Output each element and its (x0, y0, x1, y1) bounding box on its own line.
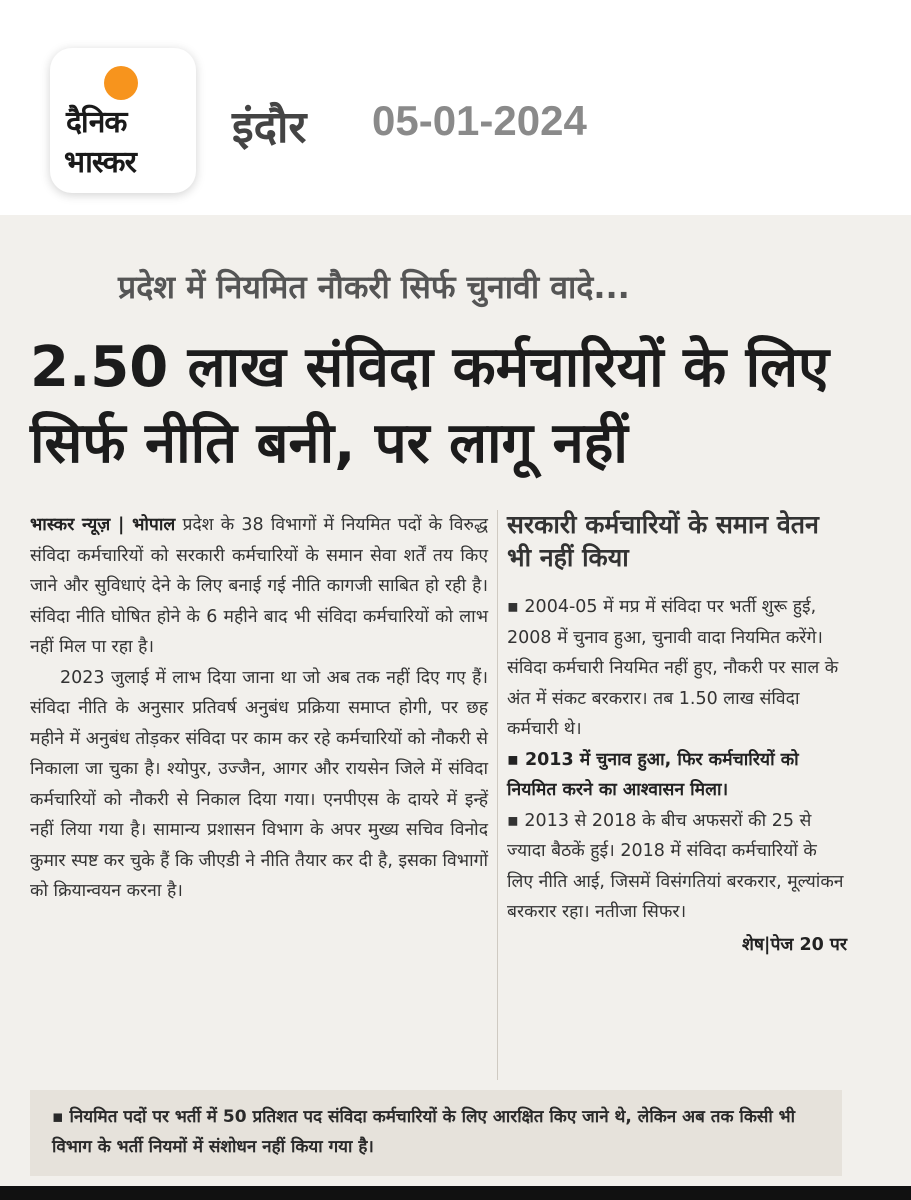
bullet-point-3: ▪ 2013 से 2018 के बीच अफसरों की 25 से ज्यादा बैठकें हुई। 2018 में संविदा कर्मचारियों के लिए नीति आई, जिसमें विसंगतियां बरकरार, मूल्यांकन बरकरार रहा। नतीजा सिफर। (507, 810, 844, 922)
column-divider (497, 510, 498, 1080)
sidebar-subhead: सरकारी कर्मचारियों के समान वेतन भी नहीं किया (507, 510, 819, 572)
highlight-note-box: ▪ नियमित पदों पर भर्ती में 50 प्रतिशत पद संविदा कर्मचारियों के लिए आरक्षित किए जाने थे, लेकिन अब तक किसी भी विभाग के भर्ती नियमों में संशोधन नहीं किया गया है। (30, 1090, 842, 1176)
article-byline: भास्कर न्यूज़ | भोपाल (30, 515, 176, 535)
article-right-column (507, 508, 847, 960)
continued-on-page: शेष|पेज 20 पर (742, 934, 847, 955)
bottom-edge (0, 1186, 911, 1200)
logo-text-line1: दैनिक (66, 105, 127, 140)
bullet-point-1: ▪ 2004-05 में मप्र में संविदा पर भर्ती शुरू हुई, 2008 में चुनाव हुआ, चुनावी वादा नियमित करेंगे। संविदा कर्मचारी नियमित नहीं हुए, नौकरी पर साल के अंत में संकट बरकरार। तब 1.50 लाख संविदा कर्मचारी थे। (507, 597, 839, 739)
left-paragraph-2: 2023 जुलाई में लाभ दिया जाना था जो अब तक नहीं दिए गए हैं। संविदा नीति के अनुसार प्रतिवर्ष अनुबंध प्रक्रिया समाप्त होगी, पर छह महीने में अनुबंध तोड़कर संविदा पर काम कर रहे कर्मचारियों को नौकरी से निकाला जा चुका है। श्योपुर, उज्जैन, आगर और रायसेन जिले में संविदा कर्मचारियों को नौकरी से निकाल दिया गया। एनपीएस के दायरे में इन्हें नहीं लिया गया है। सामान्य प्रशासन विभाग के अपर मुख्य सचिव विनोद कुमार स्पष्ट कर चुके हैं कि जीएडी ने नीति तैयार कर दी है, इसका विभागों को क्रियान्वयन करना है। (30, 667, 488, 901)
header-bar (0, 0, 911, 215)
logo-text-line2: भास्कर (64, 145, 136, 180)
article-headline: 2.50 लाख संविदा कर्मचारियों के लिए सिर्फ नीति बनी, पर लागू नहीं (30, 335, 830, 476)
article-kicker: प्रदेश में नियमित नौकरी सिर्फ चुनावी वादे... (118, 268, 630, 306)
bullet-point-2: ▪ 2013 में चुनाव हुआ, फिर कर्मचारियों को नियमित करने का आश्वासन मिला। (507, 749, 799, 800)
edition-city: इंदौर (232, 102, 307, 153)
left-paragraph-1: प्रदेश के 38 विभागों में नियमित पदों के विरुद्ध संविदा कर्मचारियों को सरकारी कर्मचारियों के समान सेवा शर्तें तय किए जाने और सुविधाएं देने के लिए बनाई गई नीति कागजी साबित हो रही है। संविदा नीति घोषित होने के 6 महीने बाद भी संविदा कर्मचारियों को लाभ नहीं मिल पा रहा है। (30, 515, 488, 657)
sun-icon (104, 66, 138, 100)
article-left-column (30, 510, 488, 907)
edition-date: 05-01-2024 (372, 97, 587, 144)
